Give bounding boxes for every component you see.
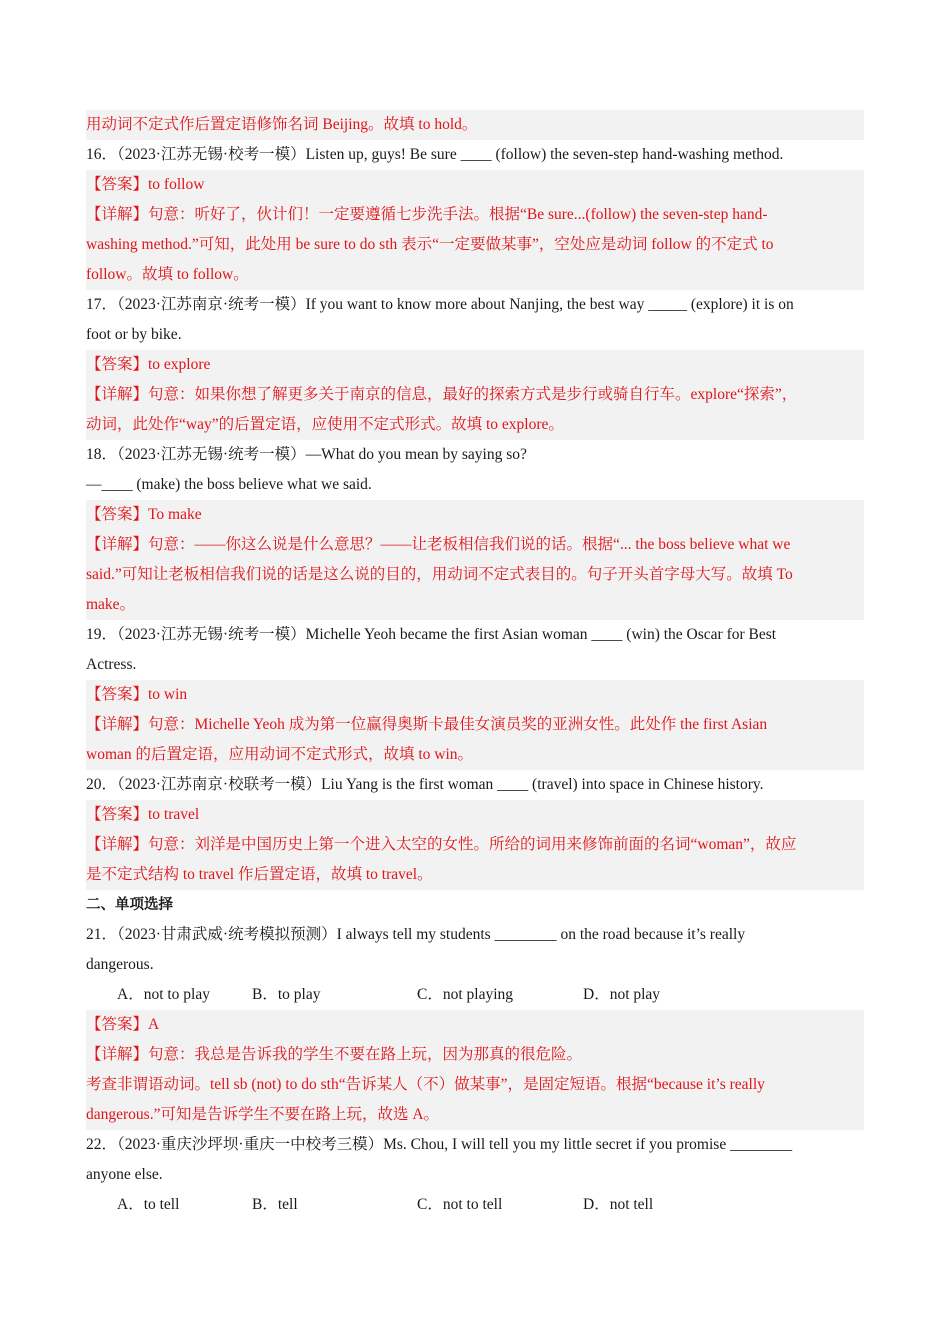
option-d: D．not play bbox=[583, 986, 661, 1003]
detail-text: dangerous.”可知是告诉学生不要在路上玩，故选 A。 bbox=[86, 1106, 440, 1123]
options-21 bbox=[86, 980, 864, 1010]
question-text: If you want to know more about Nanjing, the best way _____ (explore) it is on bbox=[305, 296, 794, 313]
answer-text: 【答案】to travel bbox=[86, 806, 200, 823]
option-b: B．tell bbox=[252, 1196, 298, 1213]
options-22 bbox=[86, 1190, 864, 1220]
question-text: —What do you mean by saying so? bbox=[305, 446, 527, 463]
detail-text: 是不定式结构 to travel 作后置定语，故填 to travel。 bbox=[86, 866, 433, 883]
detail-text: 【详解】句意：Michelle Yeoh 成为第一位赢得奥斯卡最佳女演员奖的亚洲女性。此处作 the first Asian bbox=[86, 716, 768, 733]
page-content bbox=[86, 110, 864, 1220]
detail-text: washing method.”可知，此处用 be sure to do sth 表示“一定要做某事”，空处应是动词 follow 的不定式 to bbox=[86, 236, 774, 253]
answer-text: 【答案】to explore bbox=[86, 356, 211, 373]
answer-text: 【答案】A bbox=[86, 1016, 160, 1033]
answer-block-17 bbox=[86, 350, 864, 440]
detail-text: 【详解】句意：刘洋是中国历史上第一个进入太空的女性。所给的词用来修饰前面的名词“woman”，故应 bbox=[86, 836, 797, 853]
option-a: A．not to play bbox=[117, 986, 210, 1003]
question-source: （2023·重庆沙坪坝·重庆一中校考三模） bbox=[117, 1136, 384, 1153]
answer-block-20 bbox=[86, 800, 864, 890]
question-18 bbox=[86, 440, 864, 500]
question-20 bbox=[86, 770, 864, 800]
answer-block-18 bbox=[86, 500, 864, 620]
question-text: I always tell my students ________ on the road because it’s really bbox=[336, 926, 746, 943]
detail-text: woman 的后置定语，应用动词不定式形式，故填 to win。 bbox=[86, 746, 474, 763]
answer-text: 【答案】to follow bbox=[86, 176, 205, 193]
option-c: C．not playing bbox=[417, 986, 514, 1003]
detail-text: make。 bbox=[86, 596, 136, 613]
question-number: 17． bbox=[86, 296, 118, 313]
question-number: 16． bbox=[86, 146, 118, 163]
question-text: —____ (make) the boss believe what we said. bbox=[86, 476, 372, 493]
question-number: 21． bbox=[86, 926, 118, 943]
answer-text: 【答案】to win bbox=[86, 686, 188, 703]
question-text: Actress. bbox=[86, 656, 137, 673]
question-text: Ms. Chou, I will tell you my little secret if you promise ________ bbox=[383, 1136, 793, 1153]
detail-text: 【详解】句意：我总是告诉我的学生不要在路上玩，因为那真的很危险。 bbox=[86, 1046, 583, 1063]
question-number: 20． bbox=[86, 776, 118, 793]
question-19 bbox=[86, 620, 864, 680]
answer-block-21 bbox=[86, 1010, 864, 1130]
option-b: B．to play bbox=[252, 986, 321, 1003]
section-heading: 二、单项选择 bbox=[86, 897, 173, 913]
question-number: 19． bbox=[86, 626, 118, 643]
question-source: （2023·江苏无锡·统考一模） bbox=[117, 626, 306, 643]
answer-text: 【答案】To make bbox=[86, 506, 202, 523]
question-22 bbox=[86, 1130, 864, 1190]
answer-block-19 bbox=[86, 680, 864, 770]
prev-detail-tail bbox=[86, 110, 864, 140]
detail-text: 【详解】句意：如果你想了解更多关于南京的信息，最好的探索方式是步行或骑自行车。explore“探索”， bbox=[86, 386, 798, 403]
question-source: （2023·江苏南京·统考一模） bbox=[117, 296, 306, 313]
detail-text: 动词，此处作“way”的后置定语，应使用不定式形式。故填 to explore。 bbox=[86, 416, 564, 433]
question-16 bbox=[86, 140, 864, 170]
question-number: 22． bbox=[86, 1136, 118, 1153]
detail-text: 【详解】句意：听好了，伙计们！一定要遵循七步洗手法。根据“Be sure...(follow) the seven-step hand- bbox=[86, 206, 768, 223]
answer-block-16 bbox=[86, 170, 864, 290]
question-number: 18． bbox=[86, 446, 118, 463]
question-21 bbox=[86, 920, 864, 980]
question-text: anyone else. bbox=[86, 1166, 163, 1183]
question-source: （2023·江苏南京·校联考一模） bbox=[117, 776, 322, 793]
detail-text: said.”可知让老板相信我们说的话是这么说的目的，用动词不定式表目的。句子开头首字母大写。故填 To bbox=[86, 566, 793, 583]
detail-text: 用动词不定式作后置定语修饰名词 Beijing。故填 to hold。 bbox=[86, 116, 478, 133]
option-c: C．not to tell bbox=[417, 1196, 503, 1213]
question-text: foot or by bike. bbox=[86, 326, 182, 343]
question-source: （2023·江苏无锡·校考一模） bbox=[117, 146, 306, 163]
question-17 bbox=[86, 290, 864, 350]
option-d: D．not tell bbox=[583, 1196, 654, 1213]
option-a: A．to tell bbox=[117, 1196, 180, 1213]
detail-text: follow。故填 to follow。 bbox=[86, 266, 249, 283]
detail-text: 考查非谓语动词。tell sb (not) to do sth“告诉某人（不）做某事”，是固定短语。根据“because it’s really bbox=[86, 1076, 765, 1093]
detail-text: 【详解】句意：——你这么说是什么意思？——让老板相信我们说的话。根据“... the boss believe what we bbox=[86, 536, 791, 553]
question-source: （2023·江苏无锡·统考一模） bbox=[117, 446, 306, 463]
question-text: dangerous. bbox=[86, 956, 154, 973]
question-text: Michelle Yeoh became the first Asian woman ____ (win) the Oscar for Best bbox=[305, 626, 777, 643]
question-source: （2023·甘肃武威·统考模拟预测） bbox=[117, 926, 337, 943]
question-text: Liu Yang is the first woman ____ (travel) into space in Chinese history. bbox=[321, 776, 764, 793]
question-text: Listen up, guys! Be sure ____ (follow) the seven-step hand-washing method. bbox=[305, 146, 784, 163]
